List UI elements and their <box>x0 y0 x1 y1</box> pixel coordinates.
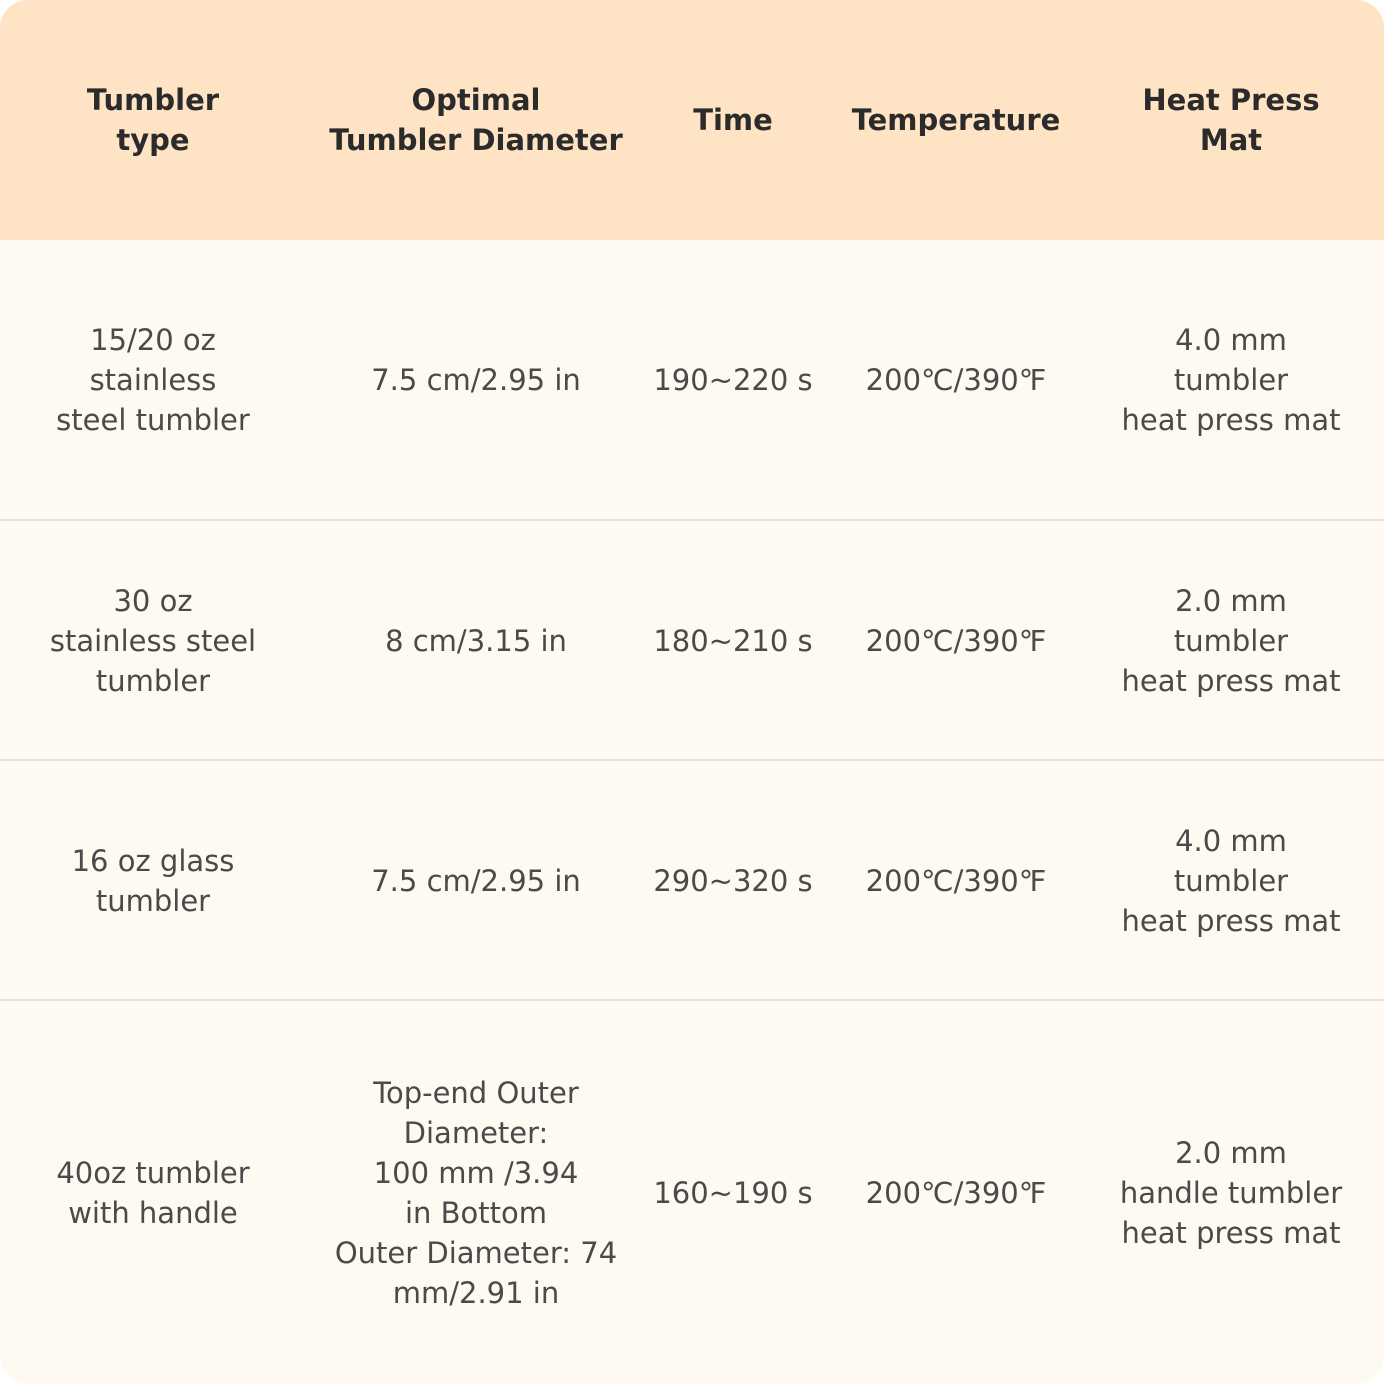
cell-tumbler-type <box>20 521 286 760</box>
cell-time <box>645 1001 821 1384</box>
cell-time <box>645 240 821 520</box>
cell-heat-press-mat <box>1092 761 1370 1000</box>
cell-diameter <box>312 761 640 1000</box>
header-cell-time <box>645 0 821 240</box>
cell-value: 180~210 s <box>653 623 813 658</box>
cell-temperature <box>840 761 1072 1000</box>
cell-value: 15/20 oz stainless steel tumbler <box>56 323 250 437</box>
cell-time <box>645 761 821 1000</box>
table-row <box>0 240 1384 520</box>
cell-heat-press-mat <box>1092 521 1370 760</box>
cell-heat-press-mat <box>1092 240 1370 520</box>
cell-value: 40oz tumbler with handle <box>56 1155 250 1230</box>
cell-temperature <box>840 1001 1072 1384</box>
cell-value: 8 cm/3.15 in <box>385 623 567 658</box>
cell-diameter <box>312 1001 640 1384</box>
cell-diameter <box>312 521 640 760</box>
table-row <box>0 519 1384 760</box>
header-label: Heat Press Mat <box>1142 83 1320 157</box>
cell-temperature <box>840 240 1072 520</box>
cell-value: 290~320 s <box>653 863 813 898</box>
header-label: Optimal Tumbler Diameter <box>329 83 623 157</box>
cell-value: 190~220 s <box>653 363 813 397</box>
cell-tumbler-type <box>20 1001 286 1384</box>
header-label: Time <box>693 103 773 137</box>
cell-value: 7.5 cm/2.95 in <box>371 863 581 898</box>
cell-value: 200℃/390℉ <box>865 1175 1047 1210</box>
cell-value: 4.0 mm tumbler heat press mat <box>1121 823 1341 938</box>
cell-diameter <box>312 240 640 520</box>
table-row <box>0 759 1384 1000</box>
cell-value: 160~190 s <box>653 1175 813 1210</box>
cell-value: 200℃/390℉ <box>865 363 1047 397</box>
cell-value: 16 oz glass tumbler <box>71 843 235 918</box>
cell-time <box>645 521 821 760</box>
cell-heat-press-mat <box>1092 1001 1370 1384</box>
header-cell-tumbler-type <box>20 0 286 240</box>
table-header-row <box>0 0 1384 240</box>
cell-temperature <box>840 521 1072 760</box>
cell-value: Top-end Outer Diameter: 100 mm /3.94 in Bottom Outer Diameter: 74 mm/2.91 in <box>334 1075 618 1310</box>
table-row <box>0 999 1384 1384</box>
header-cell-heat-press-mat <box>1092 0 1370 240</box>
cell-value: 4.0 mm tumbler heat press mat <box>1121 323 1341 437</box>
header-cell-temperature <box>840 0 1072 240</box>
cell-value: 200℃/390℉ <box>865 863 1047 898</box>
cell-value: 2.0 mm tumbler heat press mat <box>1121 583 1341 698</box>
cell-tumbler-type <box>20 761 286 1000</box>
cell-tumbler-type <box>20 240 286 520</box>
cell-value: 7.5 cm/2.95 in <box>371 363 581 397</box>
header-label: Temperature <box>851 103 1061 137</box>
cell-value: 200℃/390℉ <box>865 623 1047 658</box>
header-label: Tumbler type <box>86 83 220 157</box>
header-cell-diameter <box>312 0 640 240</box>
cell-value: 2.0 mm handle tumbler heat press mat <box>1119 1135 1343 1250</box>
cell-value: 30 oz stainless steel tumbler <box>49 583 257 698</box>
